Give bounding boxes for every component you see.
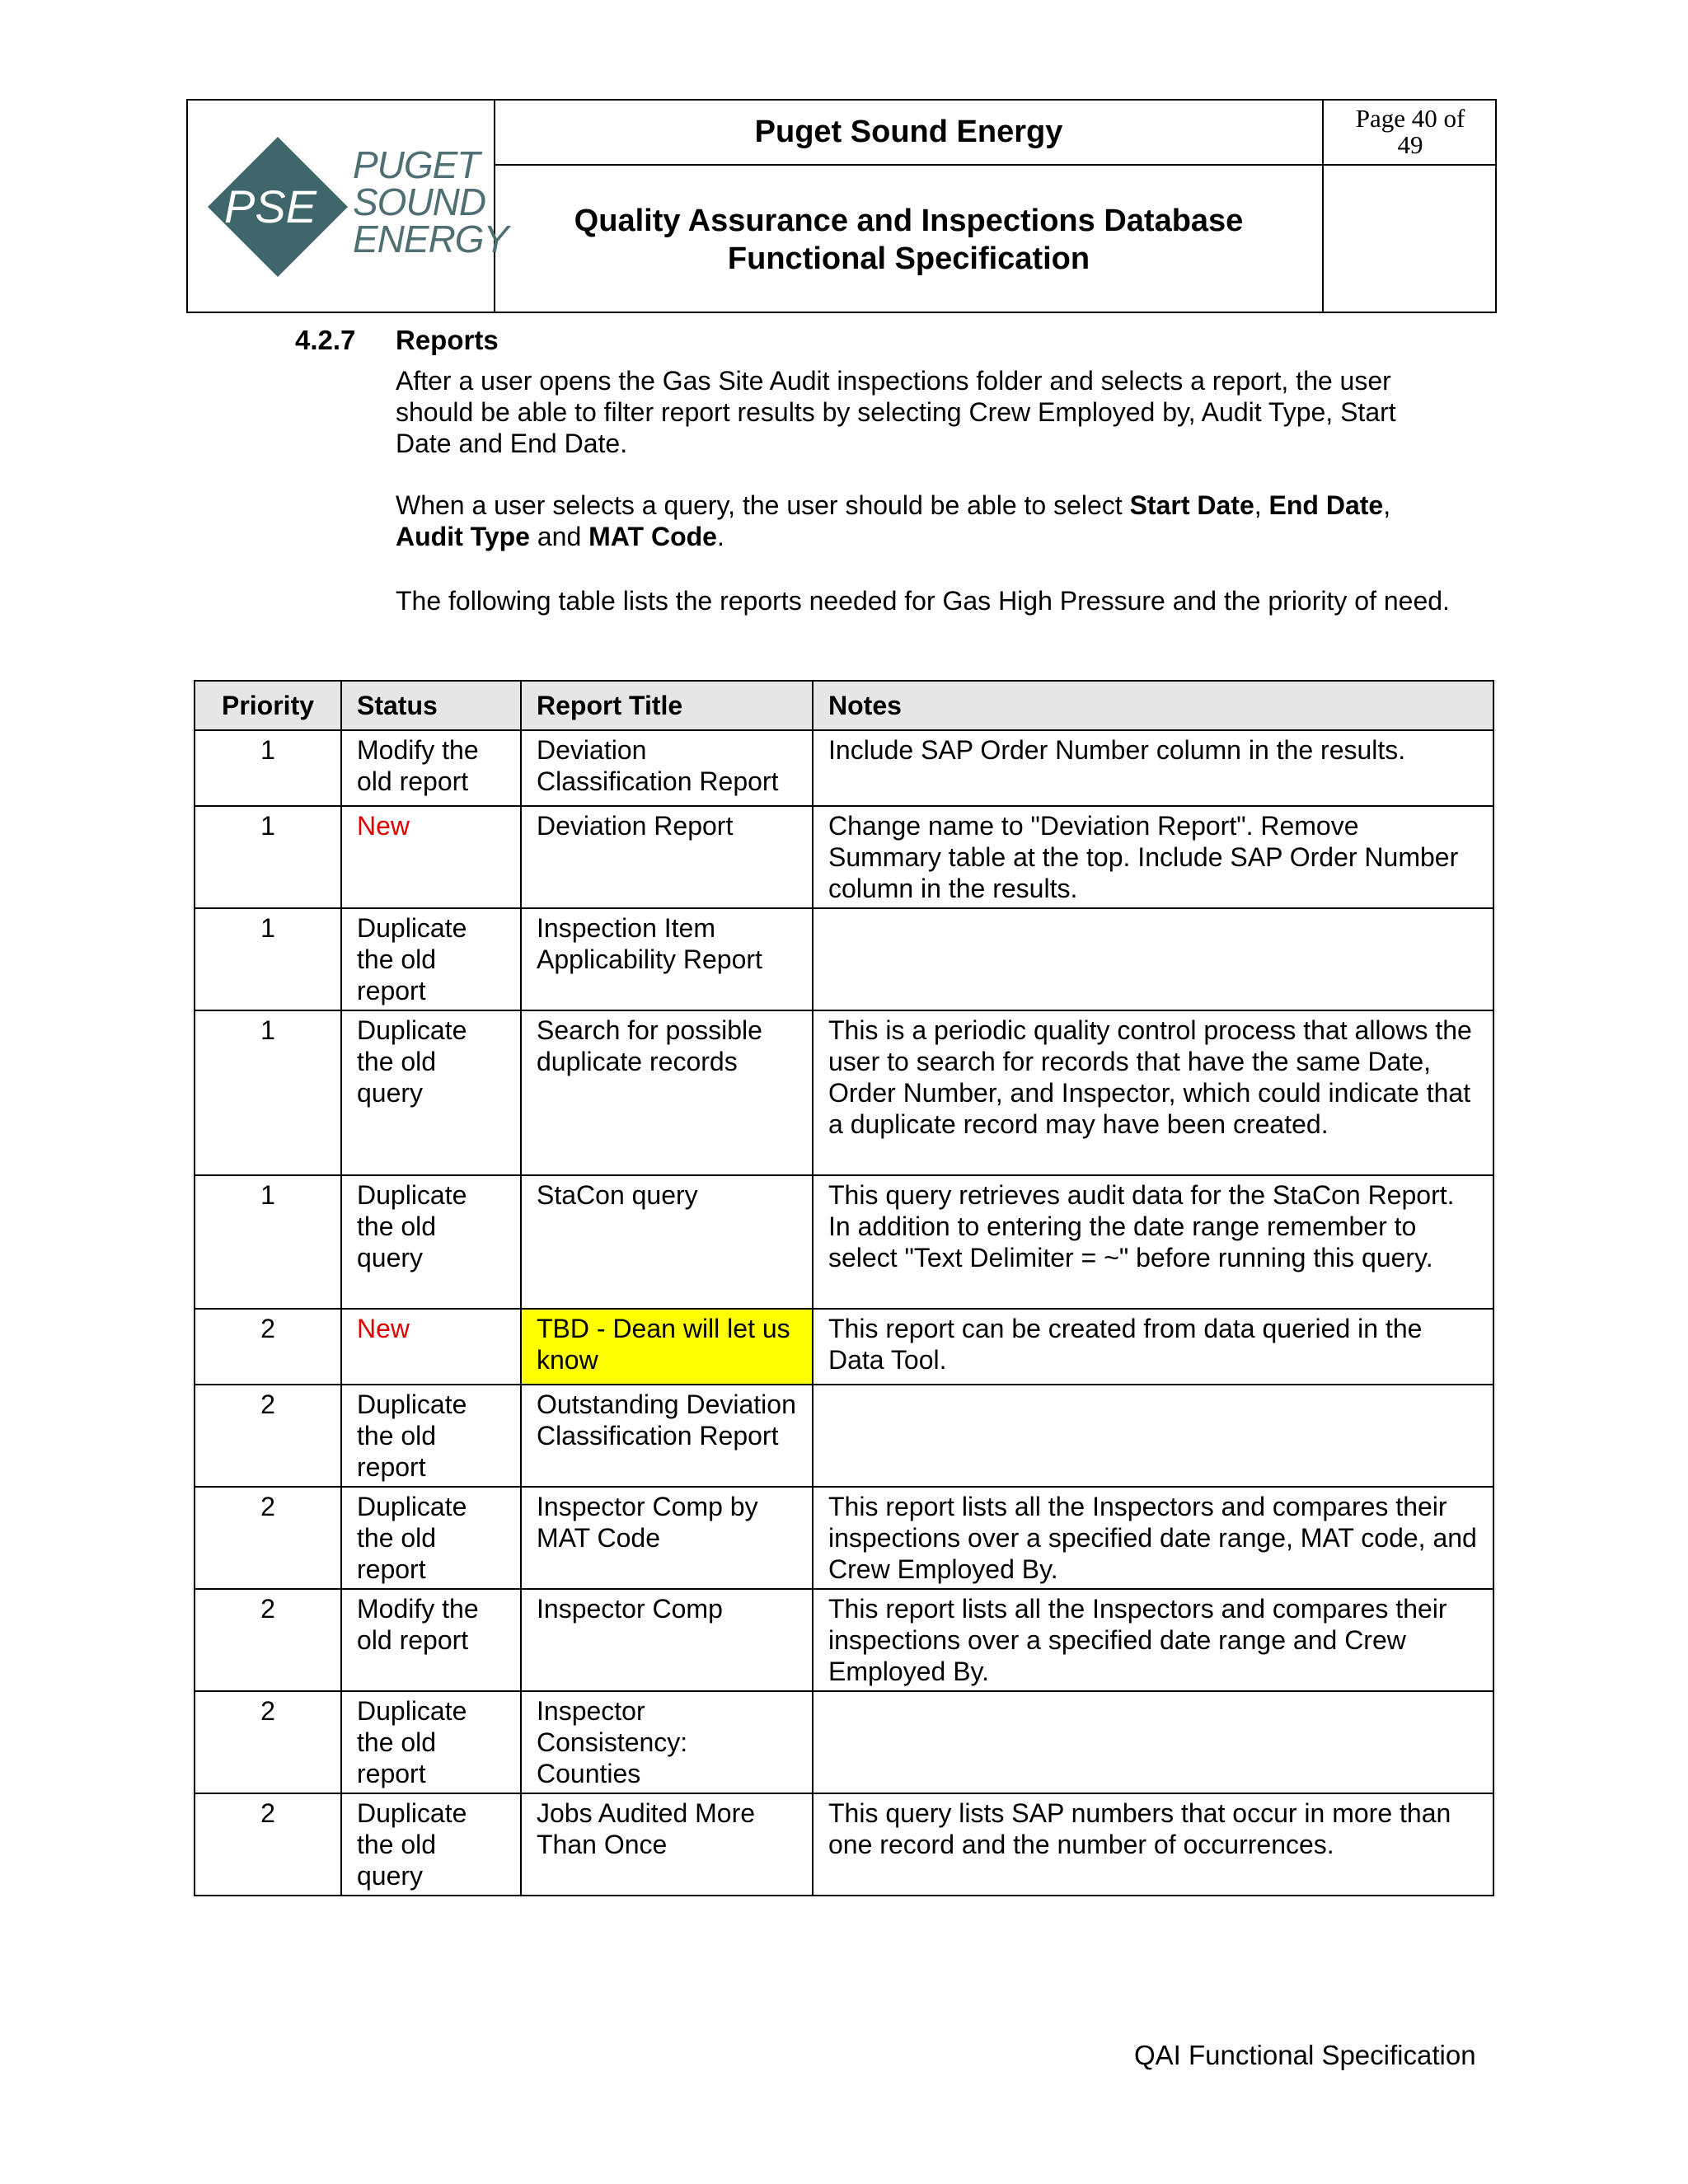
page-footer: QAI Functional Specification [1134,2040,1476,2070]
cell-notes: This report lists all the Inspectors and compares their inspections over a specified date range and Crew Employed By. [813,1589,1493,1691]
cell-notes: This is a periodic quality control process that allows the user to search for records that have the same Date, Order Number, and Inspector, which could indicate that a duplicate record may have been created. [813,1010,1493,1175]
text-run: , [1254,490,1269,520]
cell-notes [813,1691,1493,1793]
logo-word-2: SOUND [353,180,486,223]
intro-paragraph: After a user opens the Gas Site Audit inspections folder and selects a report, the user should be able to filter report results by selecting Crew Employed by, Audit Type, Start Date and End Date. [396,366,1396,458]
page-number-line-2: 49 [1397,130,1423,159]
cell-report-title: Deviation Report [521,806,813,908]
cell-report-title: Inspector Comp [521,1589,813,1691]
table-row [195,1175,1493,1309]
cell-priority: 2 [195,1691,341,1793]
pse-logo-icon [204,134,351,280]
reports-table [194,680,1494,1896]
text-run: , [1383,490,1391,520]
text-run: When a user selects a query, the user should be able to select [396,490,1130,520]
column-header-report-title: Report Title [521,681,813,730]
logo-wordmark [353,143,509,260]
cell-status: New [341,1309,521,1385]
cell-status: Duplicate the old query [341,1175,521,1309]
table-row [195,806,1493,908]
column-header-status: Status [341,681,521,730]
column-header-notes: Notes [813,681,1493,730]
cell-report-title: Inspector Consistency: Counties [521,1691,813,1793]
bold-mat-code: MAT Code [588,522,717,551]
cell-priority: 1 [195,1010,341,1175]
document-title-line-1: Quality Assurance and Inspections Database [574,203,1244,238]
cell-status: Duplicate the old report [341,1691,521,1793]
text-run: and [529,522,589,551]
query-paragraph [396,490,1459,552]
cell-priority: 2 [195,1385,341,1487]
table-row [195,1309,1493,1385]
table-intro-paragraph: The following table lists the reports needed for Gas High Pressure and the priority of need. [396,586,1450,616]
title-cell [495,101,1324,312]
table-row [195,1691,1493,1793]
document-title-line-2: Functional Specification [727,241,1090,276]
table-row [195,1385,1493,1487]
logo-mark: PSE [223,180,317,232]
cell-priority: 1 [195,730,341,806]
cell-status: Duplicate the old report [341,1487,521,1589]
cell-priority: 2 [195,1487,341,1589]
cell-notes [813,908,1493,1010]
page-number-line-1: Page 40 of [1355,104,1465,133]
text-run: . [716,522,724,551]
table-row [195,1589,1493,1691]
cell-notes [813,1385,1493,1487]
cell-report-title: Deviation Classification Report [521,730,813,806]
cell-status: Duplicate the old query [341,1010,521,1175]
table-row [195,908,1493,1010]
cell-report-title: Jobs Audited More Than Once [521,1793,813,1896]
cell-notes: Change name to "Deviation Report". Remove Summary table at the top. Include SAP Order Number column in the results. [813,806,1493,908]
cell-notes: This report lists all the Inspectors and compares their inspections over a specified date range, MAT code, and Crew Employed By. [813,1487,1493,1589]
cell-notes: This report can be created from data queried in the Data Tool. [813,1309,1493,1385]
cell-status: Duplicate the old report [341,908,521,1010]
column-header-priority: Priority [195,681,341,730]
logo-cell [188,101,509,312]
cell-status: Modify the old report [341,1589,521,1691]
cell-status: Modify the old report [341,730,521,806]
cell-priority: 1 [195,908,341,1010]
cell-report-title: Inspector Comp by MAT Code [521,1487,813,1589]
table-row [195,1793,1493,1896]
cell-report-title: Search for possible duplicate records [521,1010,813,1175]
cell-status: Duplicate the old query [341,1793,521,1896]
section-number: 4.2.7 [295,325,356,355]
table-row [195,1487,1493,1589]
logo-word-1: PUGET [353,143,480,186]
page-number [1324,101,1497,166]
table-row [195,1010,1493,1175]
section-title: Reports [396,325,499,355]
cell-priority: 2 [195,1793,341,1896]
logo-word-3: ENERGY [353,218,509,260]
bold-audit-type: Audit Type [396,522,530,551]
cell-notes: This query retrieves audit data for the StaCon Report. In addition to entering the date range remember to select "Text Delimiter = ~" before running this query. [813,1175,1493,1309]
cell-report-title: Outstanding Deviation Classification Report [521,1385,813,1487]
cell-status: New [341,806,521,908]
table-header-row [195,681,1493,730]
document-header [186,99,1497,313]
cell-status: Duplicate the old report [341,1385,521,1487]
cell-report-title: StaCon query [521,1175,813,1309]
cell-notes: Include SAP Order Number column in the results. [813,730,1493,806]
cell-priority: 1 [195,1175,341,1309]
cell-priority: 2 [195,1309,341,1385]
document-title [495,166,1322,313]
cell-report-title-highlighted: TBD - Dean will let us know [521,1309,813,1385]
bold-end-date: End Date [1268,490,1384,520]
cell-priority: 2 [195,1589,341,1691]
company-name: Puget Sound Energy [495,101,1322,166]
cell-notes: This query lists SAP numbers that occur in more than one record and the number of occurrences. [813,1793,1493,1896]
table-row [195,730,1493,806]
cell-priority: 1 [195,806,341,908]
bold-start-date: Start Date [1129,490,1254,520]
cell-report-title: Inspection Item Applicability Report [521,908,813,1010]
